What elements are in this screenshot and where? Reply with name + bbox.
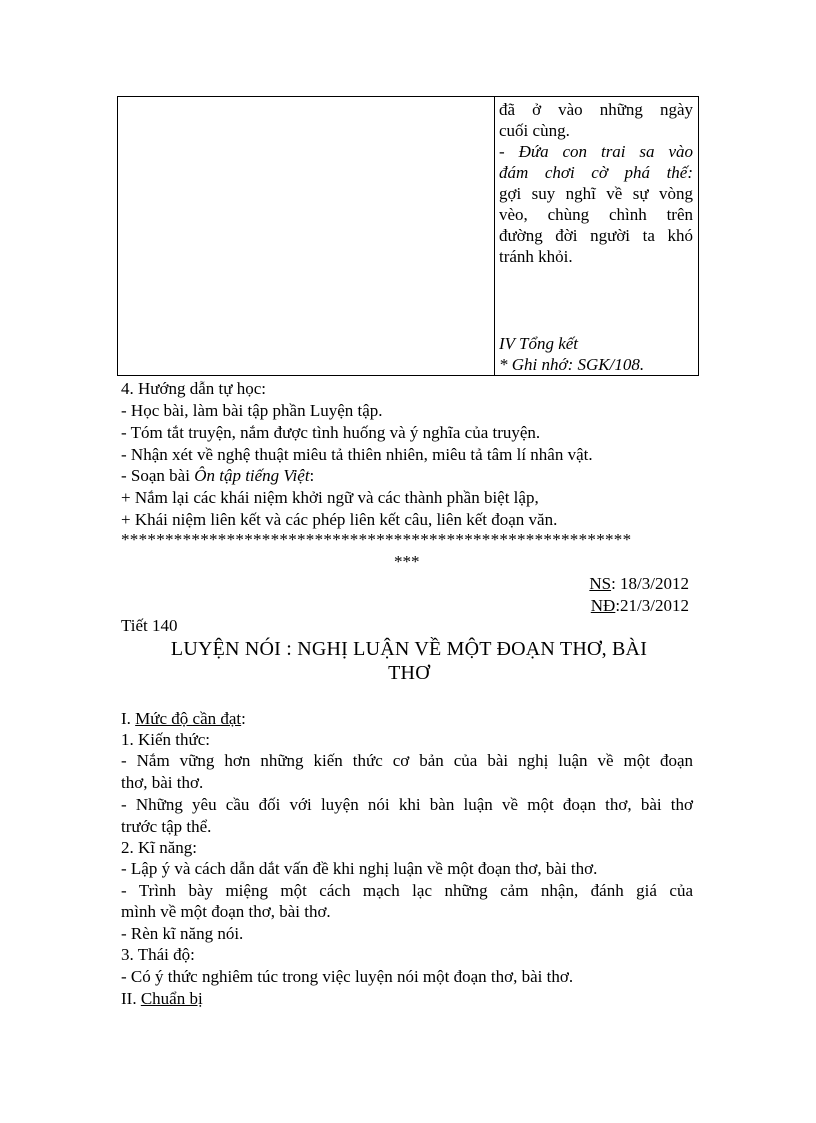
homework-item: - Học bài, làm bài tập phần Luyện tập. — [121, 401, 383, 420]
objectives-heading — [121, 708, 246, 729]
homework-item-prefix: - Soạn bài — [121, 466, 195, 485]
cell-line: - Đứa con trai sa vào — [499, 142, 693, 161]
heading-label: Mức độ cần đạt — [135, 709, 242, 728]
knowledge-item-cont: thơ, bài thơ. — [121, 773, 204, 792]
knowledge-item-cont: trước tập thể. — [121, 817, 212, 836]
homework-item-suffix: : — [309, 466, 315, 485]
homework-item: + Nắm lại các khái niệm khởi ngữ và các thành phần biệt lập, — [121, 488, 539, 507]
homework-item: - Tóm tắt truyện, nắm được tình huống và ý nghĩa của truyện. — [121, 423, 541, 442]
knowledge-item: - Nắm vững hơn những kiến thức cơ bản của bài nghị luận về một đoạn — [121, 751, 693, 770]
homework-item: + Khái niệm liên kết và các phép liên kết câu, liên kết đoạn văn. — [121, 510, 558, 529]
cell-line: đã ở vào những ngày — [499, 100, 693, 119]
homework-lesson-title: Ôn tập tiếng Việt — [194, 466, 310, 485]
ns-date — [589, 573, 689, 594]
nd-label: NĐ — [590, 596, 616, 615]
star-separator-short: *** — [394, 552, 420, 571]
knowledge-heading: 1. Kiến thức: — [121, 730, 211, 749]
lesson-title: LUYỆN NÓI : NGHỊ LUẬN VỀ MỘT ĐOẠN THƠ, BÀI — [170, 638, 648, 660]
nd-date — [591, 595, 689, 616]
heading-suffix: : — [241, 709, 246, 728]
homework-item — [121, 465, 314, 486]
attitude-item: - Có ý thức nghiêm túc trong việc luyện nói một đoạn thơ, bài thơ. — [121, 967, 574, 986]
ns-label: NS — [589, 574, 612, 593]
heading-label: Chuẩn bị — [140, 989, 203, 1008]
skills-item: - Lập ý và cách dẫn dắt vấn đề khi nghị luận về một đoạn thơ, bài thơ. — [121, 859, 598, 878]
lesson-period: Tiết 140 — [121, 616, 178, 635]
cell-line: đường đời người ta khó — [499, 226, 693, 245]
attitude-heading: 3. Thái độ: — [121, 945, 195, 964]
preparation-heading — [121, 988, 203, 1009]
nd-value: :21/3/2012 — [615, 596, 689, 615]
knowledge-item: - Những yêu cầu đối với luyện nói khi bàn luận về một đoạn thơ, bài thơ — [121, 795, 693, 814]
skills-heading: 2. Kĩ năng: — [121, 838, 198, 857]
cell-line: tránh khỏi. — [499, 247, 573, 266]
ns-value: : 18/3/2012 — [611, 574, 689, 593]
cell-line: cuối cùng. — [499, 121, 570, 140]
table-column-divider — [494, 97, 495, 375]
homework-heading: 4. Hướng dẫn tự học: — [121, 379, 266, 398]
cell-line: gợi suy nghĩ về sự vòng — [499, 184, 693, 203]
summary-note: * Ghi nhớ: SGK/108. — [499, 355, 645, 374]
skills-item: - Rèn kĩ năng nói. — [121, 924, 244, 943]
lesson-table — [117, 96, 699, 376]
heading-number: II. — [121, 989, 141, 1008]
lesson-title-cont: THƠ — [388, 662, 430, 684]
homework-item: - Nhận xét về nghệ thuật miêu tả thiên nhiên, miêu tả tâm lí nhân vật. — [121, 445, 593, 464]
cell-line: đám chơi cờ phá thế: — [499, 163, 693, 182]
summary-heading: IV Tổng kết — [499, 334, 579, 353]
cell-line: vèo, chùng chình trên — [499, 205, 693, 224]
star-separator: ********************************************************** — [121, 530, 632, 549]
skills-item: - Trình bày miệng một cách mạch lạc những cảm nhận, đánh giá của — [121, 881, 693, 900]
skills-item-cont: mình về một đoạn thơ, bài thơ. — [121, 902, 331, 921]
heading-number: I. — [121, 709, 136, 728]
